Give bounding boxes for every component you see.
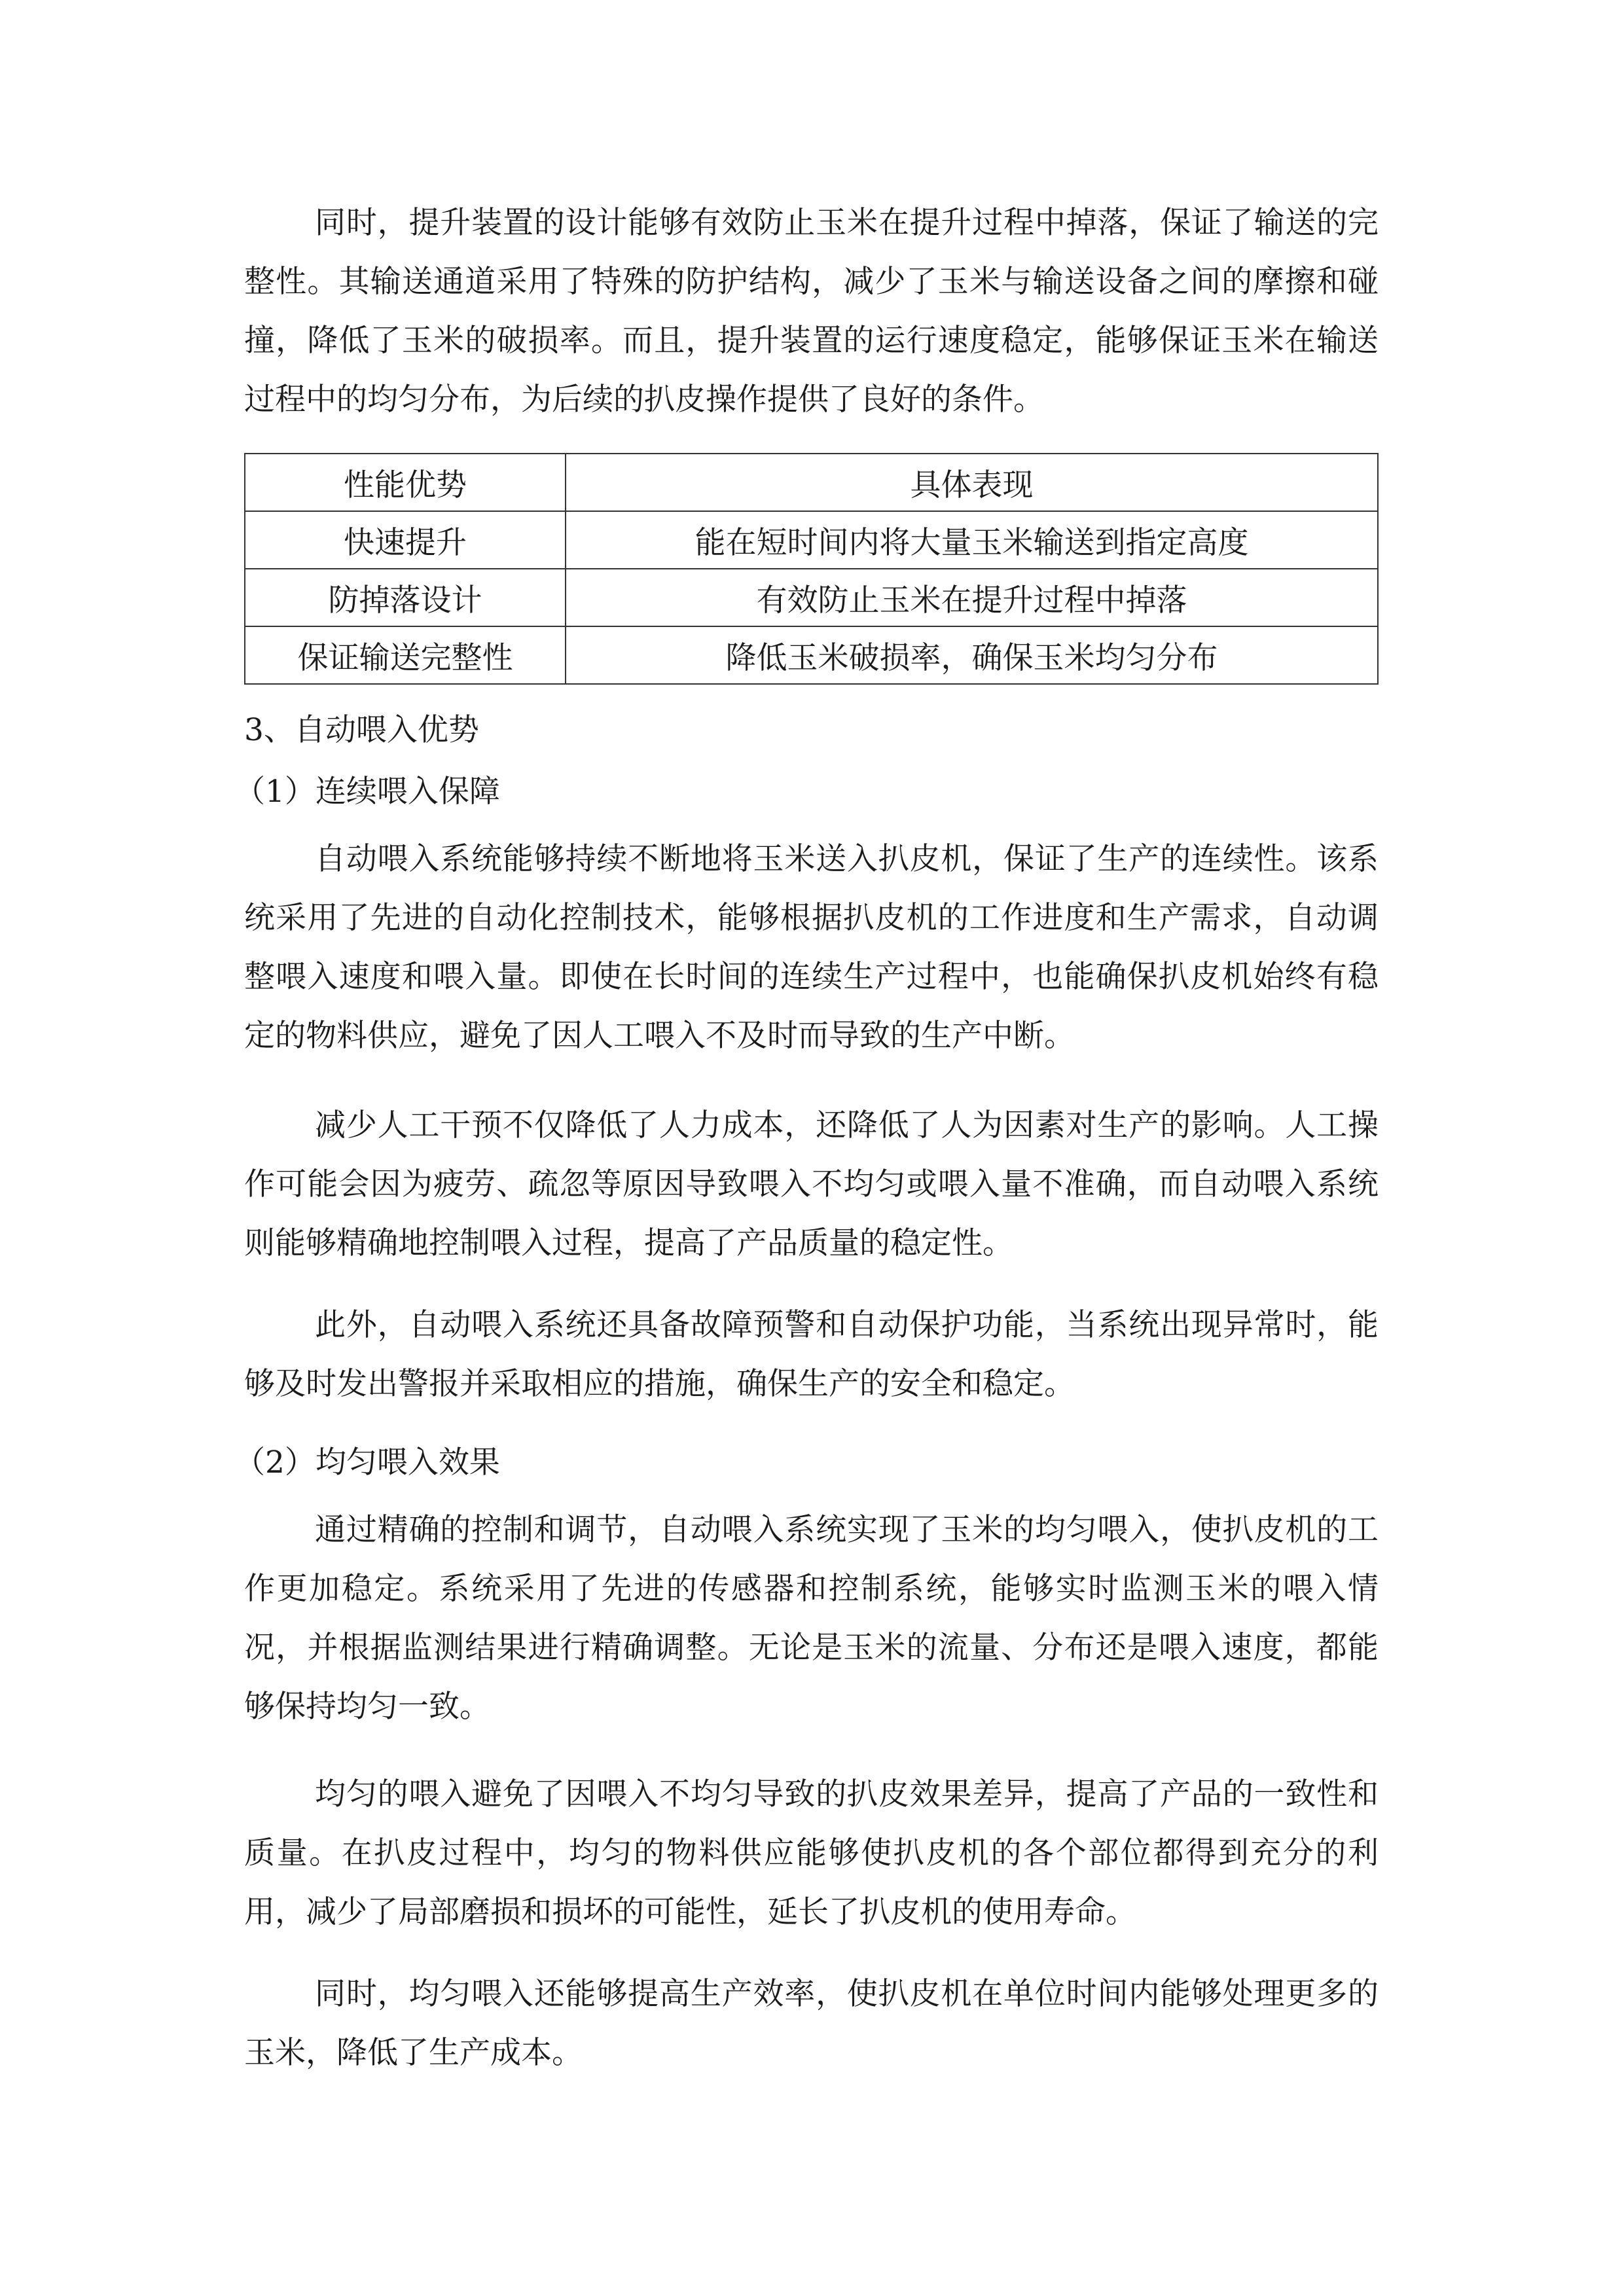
subsection-heading: （1）连续喂入保障 (234, 774, 500, 810)
performance-table (244, 453, 1379, 685)
subsection-heading: （2）均匀喂入效果 (234, 1444, 500, 1480)
paragraph: 同时，均匀喂入还能够提高生产效率，使扒皮机在单位时间内能够处理更多的玉米，降低了生产成本。 (244, 1976, 1379, 2071)
table-cell: 防掉落设计 (245, 569, 566, 626)
intro-paragraph: 同时，提升装置的设计能够有效防止玉米在提升过程中掉落，保证了输送的完整性。其输送通道采用了特殊的防护结构，减少了玉米与输送设备之间的摩擦和碰撞，降低了玉米的破损率。而且，提升装置的运行速度稳定，能够保证玉米在输送过程中的均匀分布，为后续的扒皮操作提供了良好的条件。 (244, 205, 1379, 418)
section-heading: 3、自动喂入优势 (244, 712, 479, 748)
table-row (245, 511, 1378, 569)
table-row (245, 626, 1378, 684)
table-header-cell: 性能优势 (245, 454, 566, 511)
table-cell: 保证输送完整性 (245, 626, 566, 684)
table-header-row (245, 454, 1378, 511)
paragraph: 自动喂入系统能够持续不断地将玉米送入扒皮机，保证了生产的连续性。该系统采用了先进的自动化控制技术，能够根据扒皮机的工作进度和生产需求，自动调整喂入速度和喂入量。即使在长时间的连续生产过程中，也能确保扒皮机始终有稳定的物料供应，避免了因人工喂入不及时而导致的生产中断。 (244, 841, 1379, 1054)
table-cell: 有效防止玉米在提升过程中掉落 (566, 569, 1378, 626)
table-header-cell: 具体表现 (566, 454, 1378, 511)
paragraph: 均匀的喂入避免了因喂入不均匀导致的扒皮效果差异，提高了产品的一致性和质量。在扒皮过程中，均匀的物料供应能够使扒皮机的各个部位都得到充分的利用，减少了局部磨损和损坏的可能性，延长了扒皮机的使用寿命。 (244, 1776, 1379, 1930)
table-cell: 快速提升 (245, 511, 566, 569)
table-cell: 能在短时间内将大量玉米输送到指定高度 (566, 511, 1378, 569)
table-cell: 降低玉米破损率，确保玉米均匀分布 (566, 626, 1378, 684)
paragraph: 通过精确的控制和调节，自动喂入系统实现了玉米的均匀喂入，使扒皮机的工作更加稳定。系统采用了先进的传感器和控制系统，能够实时监测玉米的喂入情况，并根据监测结果进行精确调整。无论是玉米的流量、分布还是喂入速度，都能够保持均匀一致。 (244, 1512, 1379, 1725)
paragraph: 减少人工干预不仅降低了人力成本，还降低了人为因素对生产的影响。人工操作可能会因为疲劳、疏忽等原因导致喂入不均匀或喂入量不准确，而自动喂入系统则能够精确地控制喂入过程，提高了产品质量的稳定性。 (244, 1107, 1379, 1261)
paragraph: 此外，自动喂入系统还具备故障预警和自动保护功能，当系统出现异常时，能够及时发出警报并采取相应的措施，确保生产的安全和稳定。 (244, 1307, 1379, 1402)
table-row (245, 569, 1378, 626)
